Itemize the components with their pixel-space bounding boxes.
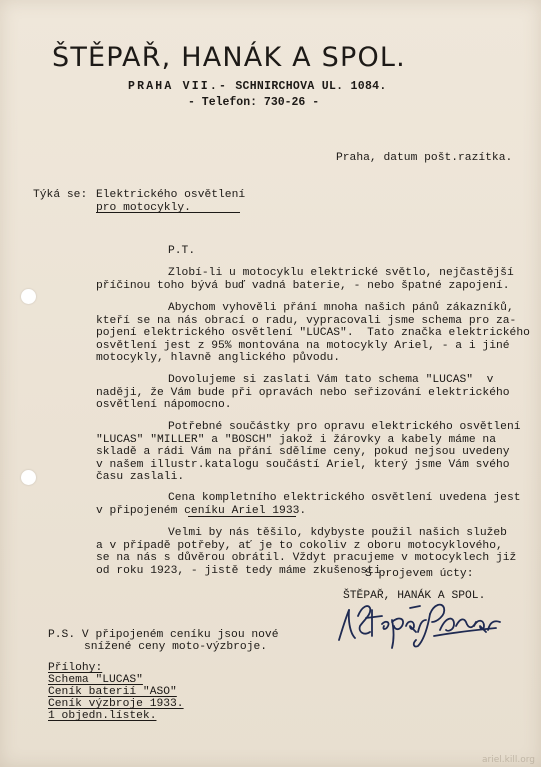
handwritten-signature [336, 596, 506, 650]
punch-hole [21, 470, 36, 485]
punch-hole [21, 289, 36, 304]
paragraph-line: motocykly, hlavně anglického původu. [96, 352, 341, 364]
letterhead-company: ŠTĚPAŘ, HANÁK A SPOL. [52, 42, 406, 73]
enclosure-item: 1 objedn.lístek. [48, 710, 157, 722]
paragraph-line: osvětlení nápomocno. [96, 399, 232, 411]
paragraph-line: Abychom vyhověli přání mnoha našich pánů zákazníků, [168, 302, 514, 314]
paragraph-line: času zaslali. [96, 471, 185, 483]
catalog-underline [188, 505, 296, 521]
address-city: PRAHA VII.- [128, 80, 229, 93]
paragraph-line: od roku 1923, - jistě tedy máme zkušenosti. [96, 565, 388, 577]
watermark: ariel.kill.org [482, 755, 535, 765]
paragraph-line: a v případě potřeby, ať je to cokoliv z oboru motocyklového, [96, 540, 503, 552]
paragraph-line: skladě a rádi Vám na přání sdělíme ceny, pokud nejsou uvedeny [96, 446, 510, 458]
enclosures-title: Přílohy: [48, 662, 103, 674]
salutation: P.T. [168, 245, 196, 257]
closing-company: ŠTĚPAŘ, HANÁK A SPOL. [343, 590, 486, 602]
paragraph-line: Potřebné součástky pro opravu elektrického osvětlení [168, 421, 521, 433]
paragraph-line: v našem illustr.katalogu součástí Ariel, který jsme Vám svého [96, 459, 510, 471]
letterhead-phone: - Telefon: 730-26 - [188, 96, 320, 109]
postscript-line: P.S. V připojeném ceníku jsou nové [48, 629, 279, 641]
subject-underline [184, 202, 240, 218]
letterhead-address [128, 80, 387, 93]
place-date: Praha, datum pošt.razítka. [336, 152, 513, 164]
paragraph-line: Cena kompletního elektrického osvětlení uvedena jest [168, 492, 521, 504]
paragraph-line: "LUCAS" "MILLER" a "BOSCH" jakož i žárovky a kabely máme na [96, 434, 496, 446]
paragraph-line: naději, že Vám bude při opravách nebo seřizování elektrického [96, 387, 510, 399]
paragraph-line: se na nás s důvěrou obrátil. Vždyt pracujeme v motocyklech již [96, 552, 517, 564]
subject-line-1: Elektrického osvětlení [96, 189, 246, 201]
paragraph-line: osvětlení jest z 95% montována na motocykly Ariel, - a i jiné [96, 340, 510, 352]
paragraph-line: kteří se na nás obrací o radu, vypracovali jsme schema pro za- [96, 315, 517, 327]
subject-label: Týká se: [33, 189, 88, 201]
paragraph-line: Zlobí-li u motocyklu elektrické světlo, nejčastější [168, 267, 514, 279]
postscript-line: snížené ceny moto-výzbroje. [84, 641, 268, 653]
enclosure-item: Ceník výzbroje 1933. [48, 698, 184, 710]
paragraph-line: v připojeném ceníku Ariel 1933. [96, 505, 307, 517]
enclosure-item: Schema "LUCAS" [48, 674, 143, 686]
subject-line-2: pro motocykly. [96, 202, 191, 214]
paragraph-line: příčinou toho bývá buď vadná baterie, - nebo špatné zapojení. [96, 280, 510, 292]
paragraph-line: Dovolujeme si zaslati Vám tato schema "LUCAS" v [168, 374, 494, 386]
closing: S projevem úcty: [365, 568, 474, 580]
address-street: SCHNIRCHOVA UL. 1084. [235, 80, 387, 93]
paragraph-line: pojení elektrického osvětlení "LUCAS". Tato značka elektrického [96, 327, 530, 339]
enclosure-item: Ceník baterií "ASO" [48, 686, 177, 698]
paragraph-line: Velmi by nás těšilo, kdybyste použil našich služeb [168, 527, 507, 539]
